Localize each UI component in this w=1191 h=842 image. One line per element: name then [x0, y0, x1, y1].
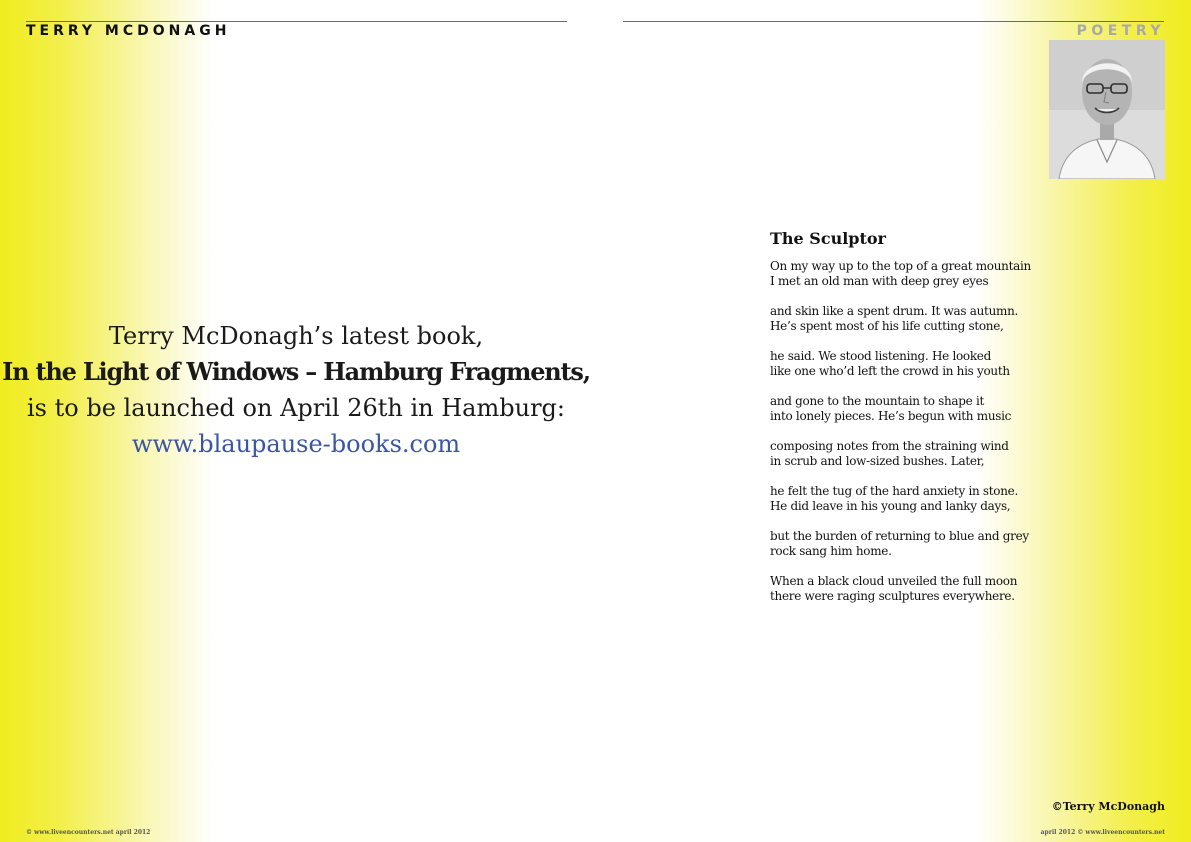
header-rule — [26, 21, 567, 22]
verse-line: there were raging sculptures everywhere. — [770, 589, 1015, 603]
verse-line: he said. We stood listening. He looked — [770, 349, 991, 363]
author-photo — [1049, 40, 1165, 179]
author-header: TERRY MCDONAGH — [26, 23, 231, 39]
stanza — [770, 349, 1070, 379]
verse-line: into lonely pieces. He’s begun with music — [770, 409, 1012, 423]
verse-line: He’s spent most of his life cutting stone, — [770, 319, 1004, 333]
announcement-line: is to be launched on April 26th in Hamburg: — [27, 394, 565, 422]
right-page — [596, 0, 1191, 842]
stanza — [770, 259, 1070, 289]
header-rule — [623, 21, 1164, 22]
verse-line: I met an old man with deep grey eyes — [770, 274, 989, 288]
stanza — [770, 484, 1070, 514]
book-announcement — [0, 318, 592, 462]
announcement-line: Terry McDonagh’s latest book, — [108, 322, 484, 350]
verse-line: like one who’d left the crowd in his youth — [770, 364, 1010, 378]
left-page — [0, 0, 595, 842]
verse-line: in scrub and low-sized bushes. Later, — [770, 454, 985, 468]
stanza — [770, 394, 1070, 424]
publisher-link[interactable]: www.blaupause-books.com — [131, 430, 461, 458]
poem-title: The Sculptor — [770, 229, 886, 248]
verse-line: On my way up to the top of a great mountain — [770, 259, 1031, 273]
verse-line: He did leave in his young and lanky days, — [770, 499, 1011, 513]
verse-line: and gone to the mountain to shape it — [770, 394, 985, 408]
verse-line: When a black cloud unveiled the full moon — [770, 574, 1018, 588]
portrait-image — [1049, 40, 1165, 179]
footer-right: april 2012 © www.liveencounters.net — [1040, 829, 1165, 836]
verse-line: but the burden of returning to blue and grey — [770, 529, 1029, 543]
stanza — [770, 574, 1070, 604]
footer-left: © www.liveencounters.net april 2012 — [26, 829, 151, 836]
stanza — [770, 439, 1070, 469]
poem — [770, 231, 1070, 619]
book-title: In the Light of Windows – Hamburg Fragments, — [2, 357, 590, 386]
verse-line: he felt the tug of the hard anxiety in stone. — [770, 484, 1018, 498]
stanza — [770, 529, 1070, 559]
copyright: ©Terry McDonagh — [1051, 800, 1165, 813]
stanza — [770, 304, 1070, 334]
verse-line: rock sang him home. — [770, 544, 892, 558]
verse-line: composing notes from the straining wind — [770, 439, 1009, 453]
verse-line: and skin like a spent drum. It was autumn. — [770, 304, 1019, 318]
section-header: POETRY — [1076, 23, 1165, 39]
